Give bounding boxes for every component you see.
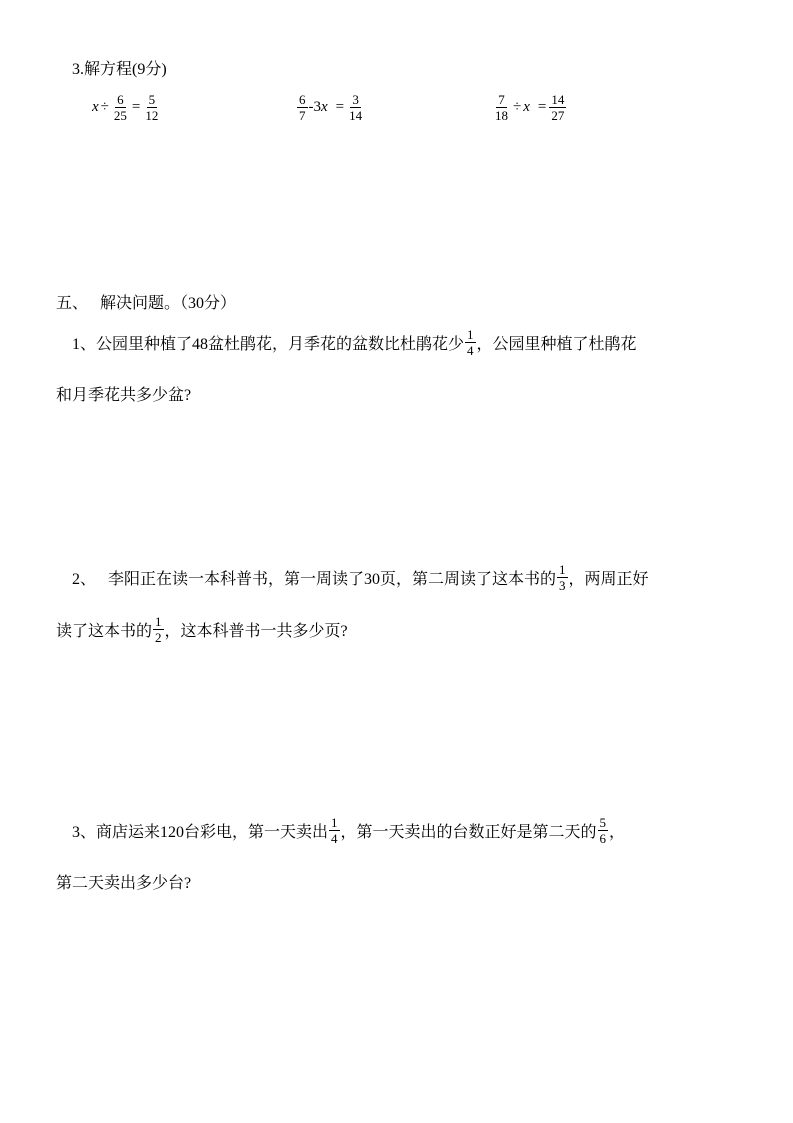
eq2-f1-den: 7 <box>299 108 306 123</box>
q2-fraction-1 <box>557 562 568 593</box>
q2-text-pre: 2、 李阳正在读一本科普书，第一周读了30页，第二周读了这本书的 <box>72 571 557 588</box>
q3-line2: 第二天卖出多少台? <box>56 875 192 892</box>
q1-text-post: ，公园里种植了杜鹃花 <box>476 336 637 353</box>
eq3-f2-num: 14 <box>551 92 565 107</box>
equations-heading: 3.解方程(9分) <box>72 61 167 78</box>
eq1-f1-den: 25 <box>113 108 127 123</box>
equation-1 <box>92 92 161 123</box>
q2-fraction-2 <box>153 614 164 645</box>
q2-frac2-num: 1 <box>155 614 162 629</box>
eq2-fraction-right <box>347 92 364 123</box>
eq1-f2-den: 12 <box>145 108 159 123</box>
eq2-f2-den: 14 <box>349 108 363 123</box>
q3-frac2-num: 5 <box>599 815 607 830</box>
eq1-fraction-left <box>112 92 129 123</box>
q3-frac2-den: 6 <box>599 831 607 846</box>
eq2-fraction-left <box>297 92 308 123</box>
eq2-f1-num: 6 <box>299 92 306 107</box>
q3-fraction-1 <box>329 815 340 846</box>
eq3-f1-num: 7 <box>498 92 505 107</box>
eq1-var: x <box>92 99 99 115</box>
q1-line2: 和月季花共多少盆? <box>56 387 192 404</box>
q2-line1 <box>72 562 649 593</box>
q1-line1 <box>72 327 637 358</box>
q3-text-post: ， <box>609 824 626 841</box>
q3-fraction-2 <box>598 815 609 846</box>
eq3-f2-den: 27 <box>551 108 565 123</box>
q2-frac1-num: 1 <box>559 562 566 577</box>
eq2-var: x <box>321 99 328 115</box>
q3-line1 <box>72 815 625 846</box>
q3-text-pre: 3、商店运来120台彩电，第一天卖出 <box>72 824 329 841</box>
eq1-f2-num: 5 <box>148 92 156 107</box>
eq1-divide: ÷ <box>100 99 109 115</box>
q2-line2 <box>56 614 348 645</box>
q2-frac2-den: 2 <box>155 630 162 645</box>
eq2-minus-coef: -3 <box>308 99 321 115</box>
eq3-f1-den: 18 <box>495 108 508 123</box>
eq2-f2-num: 3 <box>352 92 359 107</box>
eq3-equals: = <box>537 99 547 115</box>
q1-text-pre: 1、公园里种植了48盆杜鹃花，月季花的盆数比杜鹃花少 <box>72 336 465 353</box>
eq3-var: x <box>523 99 530 115</box>
q2-line2-post: ，这本科普书一共多少页? <box>164 623 348 640</box>
eq3-fraction-right <box>549 92 566 123</box>
q2-line2-pre: 读了这本书的 <box>56 623 153 640</box>
eq1-equals: = <box>131 99 141 115</box>
section5-heading: 五、 解决问题。（30分） <box>56 295 237 312</box>
q1-frac-num: 1 <box>467 327 474 342</box>
equation-3 <box>492 92 567 123</box>
eq1-fraction-right <box>143 92 160 123</box>
q1-fraction <box>465 327 476 358</box>
q3-frac1-num: 1 <box>331 815 338 830</box>
eq2-equals: = <box>335 99 345 115</box>
q2-text-post: ，两周正好 <box>568 571 649 588</box>
q3-frac1-den: 4 <box>331 831 338 846</box>
eq3-divide: ÷ <box>513 99 522 115</box>
equation-2 <box>296 92 365 123</box>
eq3-fraction-left <box>493 92 510 123</box>
q1-frac-den: 4 <box>467 343 474 358</box>
q3-text-mid: ，第一天卖出的台数正好是第二天的 <box>340 824 597 841</box>
eq1-f1-num: 6 <box>117 92 124 107</box>
q2-frac1-den: 3 <box>559 578 566 593</box>
